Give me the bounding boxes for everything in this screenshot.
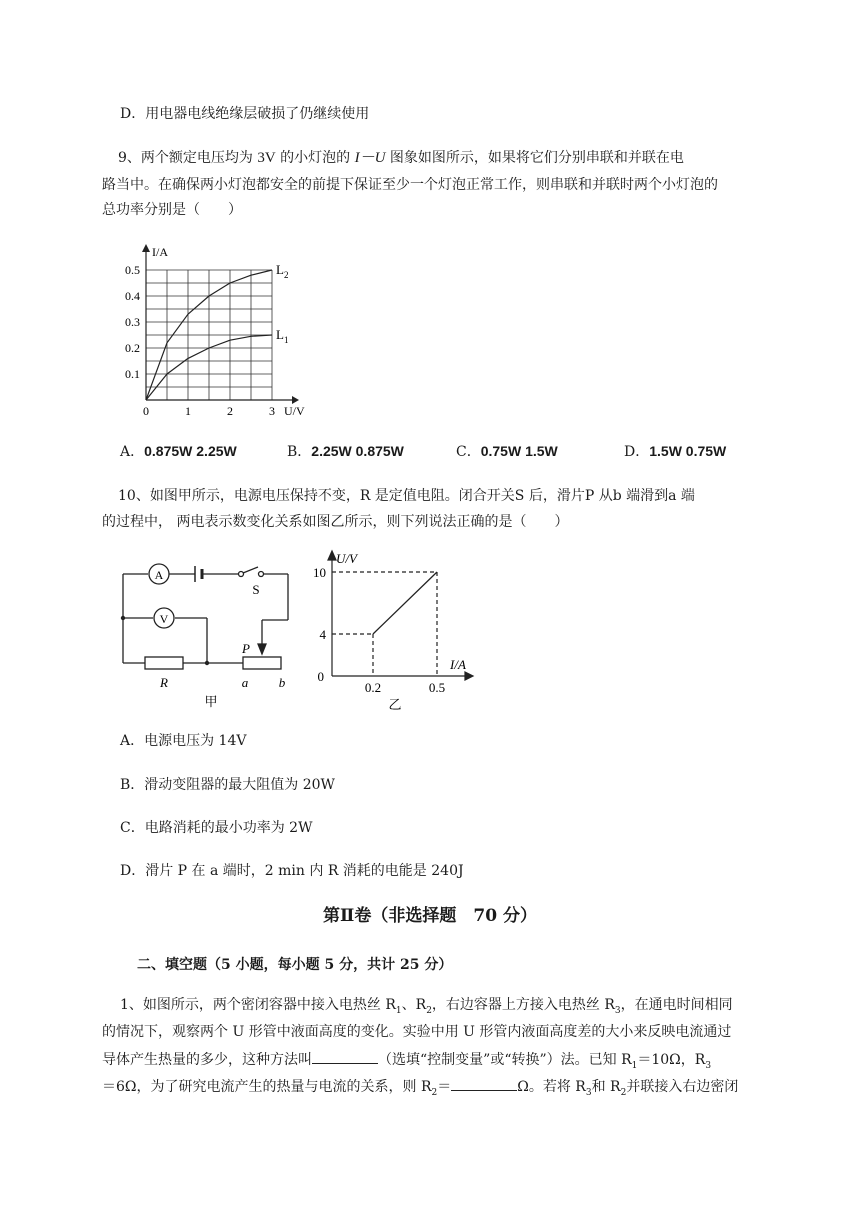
svg-text:4: 4 <box>319 627 326 642</box>
circuit-diagram <box>115 556 300 711</box>
svg-text:甲: 甲 <box>204 694 218 709</box>
q9-option-c: C．0.75W 1.5W <box>456 443 558 460</box>
svg-text:0.2: 0.2 <box>364 680 382 695</box>
y-tick-label: 0.5 <box>125 263 140 277</box>
fill-q1-line4: ＝6Ω，为了研究电流产生的热量与电流的关系，则 $R_2= \Omega$。若将 $R_3$和 $R_2$并联接入右边密闭 <box>102 1076 738 1103</box>
y-tick-label: 0.3 <box>125 315 140 329</box>
chart-grid <box>146 270 272 400</box>
q9-line3: 总功率分别是（ ） <box>102 202 242 218</box>
answer-blank-2[interactable] <box>451 1076 517 1091</box>
y-tick-label: 0.1 <box>125 367 140 381</box>
x-axis-label: U/V <box>284 404 305 416</box>
q10-option-c: C．电路消耗的最小功率为 2W <box>120 820 313 836</box>
ui-graph-line <box>373 572 437 634</box>
y-axis-label: I/A <box>152 245 168 259</box>
y-tick-label: 0.4 <box>125 289 140 303</box>
series-label-l2: $L_2$ <box>276 262 289 280</box>
fill-q1-line3: 导体产生热量的多少，这种方法叫 （选填“控制变量”或“转换”）法。已知 $R_1=10\Omega$，$R_3$ <box>102 1049 711 1076</box>
q9-line1: 9、两个额定电压均为 3V 的小灯泡的 I－U 图象如图所示，如果将它们分别串联和并联在电 <box>118 150 684 166</box>
q9-option-d: D．1.5W 0.75W <box>624 443 727 460</box>
chart-labels <box>125 245 305 416</box>
q9-option-b: B．2.25W 0.875W <box>287 443 404 460</box>
y-tick-label: 0.2 <box>125 341 140 355</box>
svg-text:乙: 乙 <box>388 697 402 711</box>
svg-text:I/A: I/A <box>450 657 466 672</box>
q10-option-d: D．滑片 P 在 a 端时，2 min 内 R 消耗的电能是 240J <box>120 863 464 879</box>
answer-blank-1[interactable] <box>312 1049 378 1064</box>
svg-text:10: 10 <box>313 565 326 580</box>
q9-iu: I－U <box>354 150 386 166</box>
section-2-title: 第Ⅱ卷（非选择题 70 分） <box>323 906 537 926</box>
series-label-l1: $L_1$ <box>276 327 289 345</box>
rheostat <box>243 657 281 669</box>
q9-voltage: 3V <box>257 150 276 166</box>
svg-text:S: S <box>252 582 260 597</box>
x-tick-label: 1 <box>185 404 191 416</box>
q8-option-d: D．用电器电线绝缘层破损了仍继续使用 <box>120 106 370 122</box>
x-axis-arrow <box>292 396 299 404</box>
svg-text:R: R <box>160 675 168 690</box>
svg-text:P: P <box>242 641 250 656</box>
svg-text:a: a <box>241 675 249 690</box>
x-tick-label: 3 <box>269 404 275 416</box>
x-tick-label: 2 <box>227 404 233 416</box>
resistor-r <box>145 657 183 669</box>
svg-text:U/V: U/V <box>336 551 357 566</box>
svg-text:V: V <box>159 612 169 626</box>
fill-in-header: 二、填空题（5 小题，每小题 5 分，共计 25 分） <box>137 957 453 973</box>
y-axis-arrow <box>142 244 150 252</box>
ui-graph <box>310 546 480 711</box>
svg-text:A: A <box>154 568 164 582</box>
q10-line2: 的过程中， 两电表示数变化关系如图乙所示，则下列说法正确的是（ ） <box>102 514 569 530</box>
q10-option-b: B．滑动变阻器的最大阻值为 20W <box>120 777 335 793</box>
x-tick-label: 0 <box>143 404 149 416</box>
q9-option-a: A．0.875W 2.25W <box>120 443 237 460</box>
fill-q1-line2: 的情况下，观察两个 U 形管中液面高度的变化。实验中用 U 形管内液面高度差的大小来反映电流通过 <box>102 1024 732 1040</box>
q9-line2: 路当中。在确保两小灯泡都安全的前提下保证至少一个灯泡正常工作，则串联和并联时两个小灯泡的 <box>102 177 718 193</box>
svg-text:0.5: 0.5 <box>428 680 446 695</box>
fill-q1-line1: 1、如图所示，两个密闭容器中接入电热丝 $R_1$、$R_2$，右边容器上方接入电热丝 $R_3$，在通电时间相同 <box>120 997 733 1016</box>
q10-option-a: A．电源电压为 14V <box>120 733 247 749</box>
svg-text:0: 0 <box>317 669 324 684</box>
q10-line1: 10、如图甲所示，电源电压保持不变，R 是定值电阻。闭合开关S 后，滑片P 从b 端滑到a 端 <box>118 488 695 504</box>
iu-chart <box>110 236 330 416</box>
svg-text:b: b <box>278 675 286 690</box>
